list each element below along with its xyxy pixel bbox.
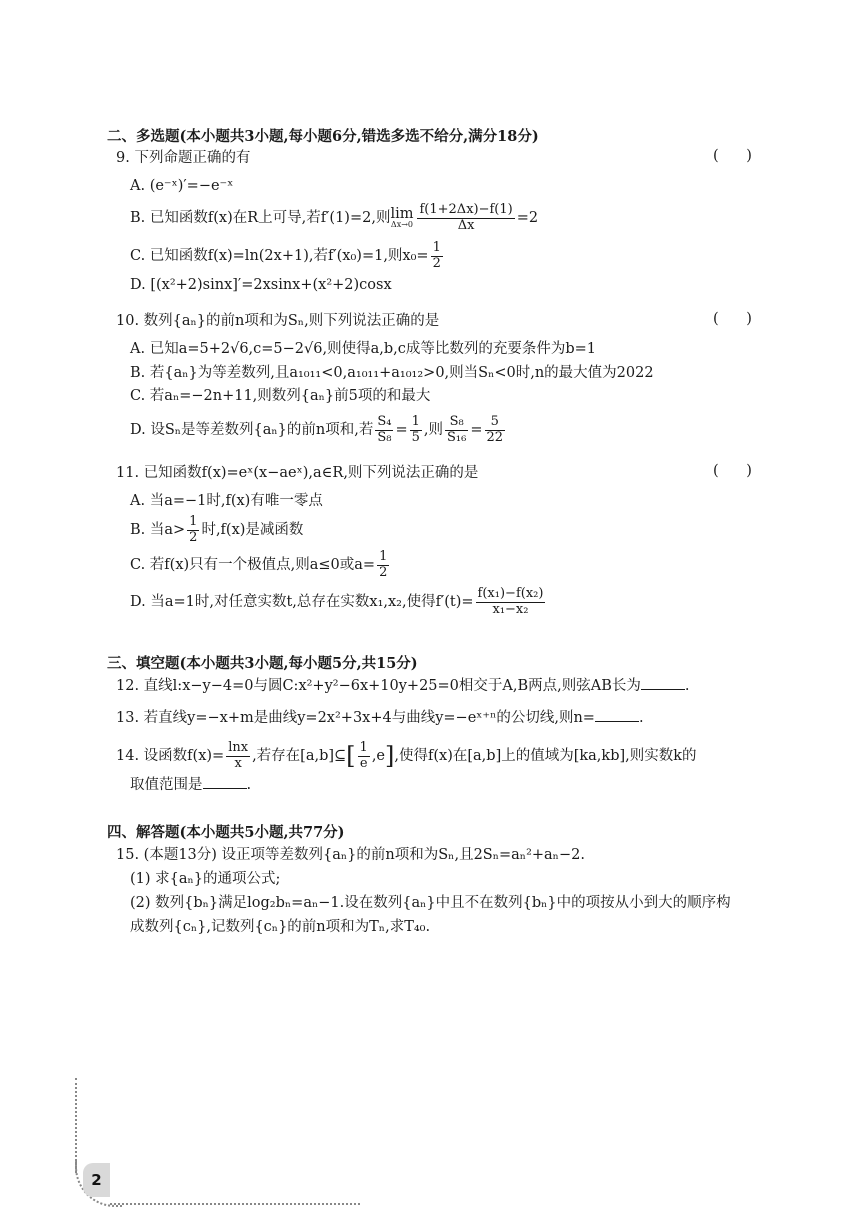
- q11-option-b: B. 当a> $\frac{1}{2}$ 时,f(x)是减函数: [130, 513, 304, 545]
- q10-option-d: D. 设Sₙ是等差数列{aₙ}的前n项和,若 $\frac{\text{S₄}}{\text{S₈}}$ = $\frac{1}{5}$ ,则 $\frac{\text{S₈}}{\text{S₁₆}}$ = $\frac{5}{22}$: [130, 413, 504, 445]
- q15-part-2-cont: 成数列{cₙ},记数列{cₙ}的前n项和为Tₙ,求T₄₀.: [130, 919, 431, 935]
- q11-b-fraction: $\frac{1}{2}$: [189, 513, 198, 545]
- question-14: 14. 设函数f(x)= $\frac{\ln x}{x}$ ,若存在[a,b]⊆[ $\frac{1}{e}$ ,e],使得f(x)在[a,b]上的值域为[ka,kb],则实数k的: [116, 739, 697, 771]
- answer-paren-10: ( ): [713, 311, 752, 327]
- q11-c-fraction: $\frac{1}{2}$: [379, 548, 388, 580]
- question-14-line-2: 取值范围是 .: [130, 777, 252, 793]
- q9-c-fraction: $\frac{1}{2}$: [432, 239, 441, 271]
- q10-option-b: B. 若{aₙ}为等差数列,且a₁₀₁₁<0,a₁₀₁₁+a₁₀₁₂>0,则当Sₙ<0时,n的最大值为2022: [130, 365, 654, 381]
- q10-d-fraction-3: $\frac{\text{S₈}}{\text{S₁₆}}$: [447, 413, 467, 445]
- q9-option-a: A. (e⁻ˣ)′=−e⁻ˣ: [130, 178, 234, 194]
- q13-answer-blank: [595, 721, 639, 722]
- q10-d-fraction-4: $\frac{5}{22}$: [486, 413, 504, 445]
- answer-paren-9: ( ): [713, 148, 752, 164]
- question-9-stem: 9. 下列命题正确的有: [116, 150, 251, 166]
- q14-fraction-lnx: $\frac{\ln x}{x}$: [228, 739, 249, 771]
- q12-answer-blank: [641, 689, 685, 690]
- dotted-margin-line: [75, 1078, 77, 1173]
- q9-option-d: D. [(x²+2)sinx]′=2xsinx+(x²+2)cosx: [130, 277, 392, 293]
- q10-d-text: D. 设Sₙ是等差数列{aₙ}的前n项和,若: [130, 422, 374, 438]
- q15-part-1: (1) 求{aₙ}的通项公式;: [130, 871, 281, 887]
- section-4-title: 四、解答题(本小题共5小题,共77分): [107, 824, 345, 841]
- dotted-footer-line: [110, 1203, 360, 1205]
- q9-c-text: C. 已知函数f(x)=ln(2x+1),若f′(x₀)=1,则x₀=: [130, 248, 429, 264]
- q9-b-text: B. 已知函数f(x)在R上可导,若f′(1)=2,则: [130, 210, 391, 226]
- q9-option-b: [130, 200, 538, 236]
- section-3-title: 三、填空题(本小题共3小题,每小题5分,共15分): [107, 655, 418, 672]
- q11-option-c: C. 若f(x)只有一个极值点,则a≤0或a= $\frac{1}{2}$: [130, 548, 388, 580]
- question-10-stem: 10. 数列{aₙ}的前n项和为Sₙ,则下列说法正确的是: [116, 313, 440, 329]
- q9-b-limit: lim Δx→0: [390, 205, 414, 230]
- q10-d-fraction-1: $\frac{\text{S₄}}{\text{S₈}}$: [377, 413, 392, 445]
- question-13: 13. 若直线y=−x+m是曲线y=2x²+3x+4与曲线y=−eˣ⁺ⁿ的公切线,则n= .: [116, 710, 644, 726]
- q15-part-2: (2) 数列{bₙ}满足log₂bₙ=aₙ−1.设在数列{aₙ}中且不在数列{bₙ}中的项按从小到大的顺序构: [130, 895, 731, 911]
- q14-fraction-1-e: $\frac{1}{e}$: [359, 739, 368, 771]
- section-2-title: 二、多选题(本小题共3小题,每小题6分,错选多选不给分,满分18分): [107, 128, 539, 145]
- q14-answer-blank: [203, 788, 247, 789]
- q10-option-c: C. 若aₙ=−2n+11,则数列{aₙ}前5项的和最大: [130, 388, 431, 404]
- q10-option-a: A. 已知a=5+2√6,c=5−2√6,则使得a,b,c成等比数列的充要条件为b=1: [130, 341, 597, 357]
- q9-b-fraction: $\frac{f(1+2\Delta x)-f(1)}{\Delta x}$: [419, 201, 513, 233]
- answer-paren-11: ( ): [713, 463, 752, 479]
- page-number: 2: [83, 1163, 110, 1197]
- question-11-stem: 11. 已知函数f(x)=eˣ(x−aeˣ),a∈R,则下列说法正确的是: [116, 465, 479, 481]
- q11-option-d: D. 当a=1时,对任意实数t,总存在实数x₁,x₂,使得f′(t)= $\frac{\text{f(x₁)−f(x₂)}}{\text{x₁−x₂}}$: [130, 585, 544, 617]
- q9-b-result: =2: [516, 210, 539, 226]
- q10-d-fraction-2: $\frac{1}{5}$: [411, 413, 420, 445]
- q9-option-c: [130, 240, 445, 272]
- question-15: 15. (本题13分) 设正项等差数列{aₙ}的前n项和为Sₙ,且2Sₙ=aₙ²+aₙ−2.: [116, 847, 585, 863]
- q11-option-a: A. 当a=−1时,f(x)有唯一零点: [130, 493, 323, 509]
- q11-d-fraction: $\frac{\text{f(x₁)−f(x₂)}}{\text{x₁−x₂}}$: [477, 585, 544, 617]
- question-12: 12. 直线l:x−y−4=0与圆C:x²+y²−6x+10y+25=0相交于A,B两点,则弦AB长为 .: [116, 678, 690, 694]
